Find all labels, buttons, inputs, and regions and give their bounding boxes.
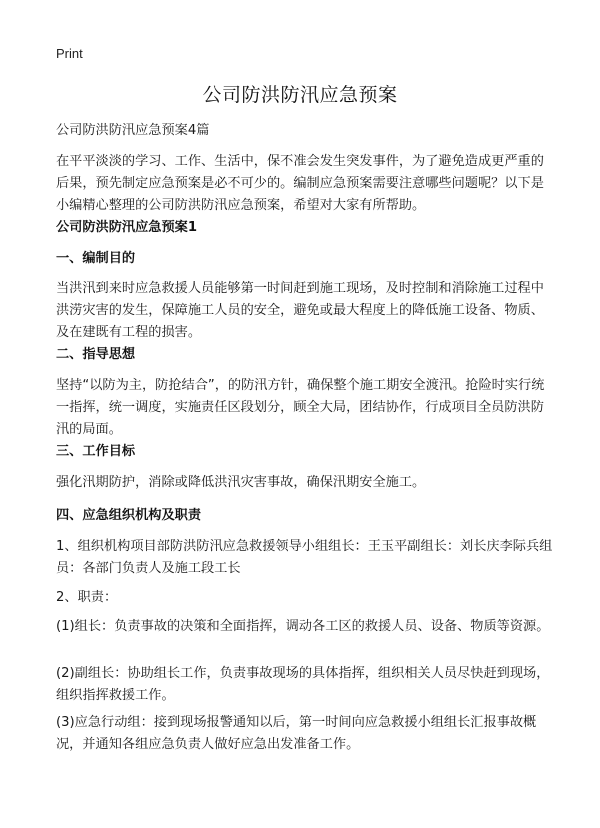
heading-organization: 四、应急组织机构及职责 [56,508,202,523]
page-title: 公司防洪防汛应急预案 [202,84,398,106]
paragraph-purpose: 当洪汛到来时应急救援人员能够第一时间赶到施工现场，及时控制和消除施工过程中洪涝灾害的发生，保障施工人员的安全，避免或最大程度上的降低施工设备、物质、及在建既有工程的损害。 [56,281,544,340]
heading-work-goal: 三、工作目标 [56,444,136,459]
paragraph-duty-leader: (1)组长：负责事故的决策和全面指挥，调动各工区的救援人员、设备、物质等资源。 [56,619,550,634]
paragraph-work-goal: 强化汛期防护，消除或降低洪汛灾害事故，确保汛期安全施工。 [56,475,426,490]
paragraph-organization: 1、组织机构项目部防洪防汛应急救援领导小组组长：王玉平副组长：刘长庆李际兵组员：各部门负责人及施工段工长 [56,539,553,576]
paragraph-guiding-principle: 坚持“以防为主，防抢结合”，的防汛方针，确保整个施工期安全渡汛。抢险时实行统一指挥，统一调度，实施责任区段划分，顾全大局，团结协作，行成项目全员防洪防汛的局面。 [56,378,545,437]
paragraph-duties-label: 2、职责： [56,590,118,605]
heading-purpose: 一、编制目的 [56,251,136,266]
print-link[interactable]: Print [56,46,83,61]
paragraph-duty-deputy: (2)副组长：协助组长工作，负责事故现场的具体指挥，组织相关人员尽快赶到现场，组织指挥救援工作。 [56,666,550,703]
intro-paragraph: 在平平淡淡的学习、工作、生活中，保不准会发生突发事件，为了避免造成更严重的后果，预先制定应急预案是必不可少的。编制应急预案需要注意哪些问题呢？以下是小编精心整理的公司防洪防汛应急预案，希望对大家有所帮助。 [56,154,544,213]
paragraph-duty-action-team: (3)应急行动组：接到现场报警通知以后，第一时间向应急救援小组组长汇报事故概况，并通知各组应急负责人做好应急出发准备工作。 [56,715,537,752]
heading-guiding-principle: 二、指导思想 [56,347,136,362]
document-subtitle: 公司防洪防汛应急预案4篇 [56,123,210,138]
section-title: 公司防洪防汛应急预案1 [56,220,198,235]
